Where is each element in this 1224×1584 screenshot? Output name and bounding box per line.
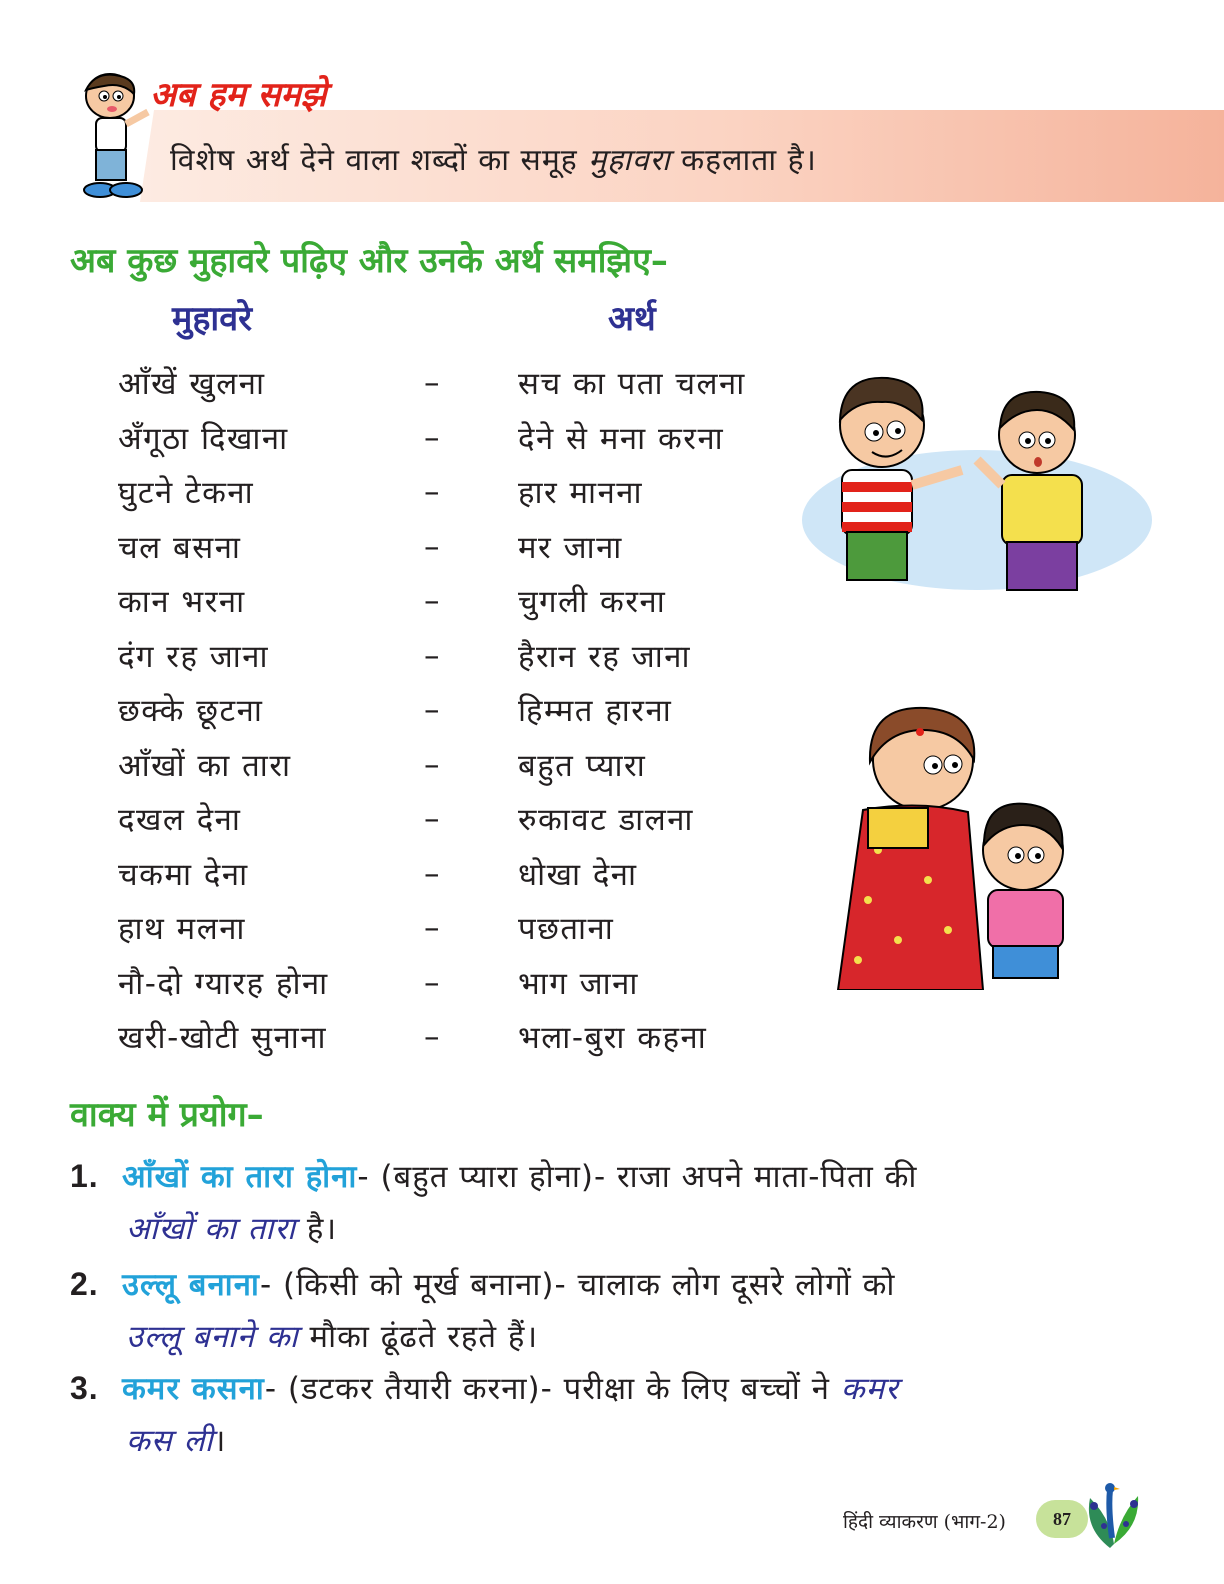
idiom-row (118, 411, 798, 466)
two-boys-illustration (802, 370, 1162, 610)
idiom-row (118, 847, 798, 902)
idiom-row (118, 356, 798, 411)
usage-text-end: है। (296, 1211, 338, 1247)
idiom-row (118, 792, 798, 847)
idiom-meaning: भला-बुरा कहना (518, 1020, 708, 1057)
usage-example-2 (70, 1258, 1160, 1363)
idiom-text: नौ-दो ग्यारह होना (118, 965, 329, 1002)
idiom-text: आँखों का तारा (118, 747, 292, 784)
usage-text: - (डटकर तैयारी करना)- परीक्षा के लिए बच्चों ने (264, 1371, 841, 1407)
usage-text-end: मौका ढूंढते रहते हैं। (298, 1319, 539, 1355)
definition-text (170, 138, 817, 179)
idiom-row (118, 465, 798, 520)
idiom-text: अँगूठा दिखाना (118, 420, 289, 457)
column-header-idiom: मुहावरे (172, 299, 253, 339)
usage-number: 2. (70, 1266, 99, 1302)
mother-and-child-illustration (808, 700, 1108, 990)
idiom-dash: – (424, 801, 441, 838)
idiom-list (118, 356, 798, 1065)
usage-idiom-in-sentence-start: कमर (840, 1371, 899, 1407)
idiom-dash: – (424, 365, 441, 402)
usage-idiom: उल्लू बनाना (122, 1267, 260, 1303)
definition-after: कहलाता है। (670, 143, 817, 178)
idiom-text: चकमा देना (118, 856, 249, 893)
idiom-text: घुटने टेकना (118, 475, 255, 512)
definition-before: विशेष अर्थ देने वाला शब्दों का समूह (170, 143, 589, 178)
idiom-meaning: चुगली करना (518, 584, 667, 621)
idiom-row (118, 956, 798, 1011)
idiom-meaning: हार मानना (518, 475, 644, 512)
section-title: अब हम समझे (150, 75, 327, 115)
idiom-dash: – (424, 474, 441, 511)
idiom-text: दंग रह जाना (118, 638, 270, 675)
usage-idiom: आँखों का तारा होना (122, 1159, 358, 1195)
book-title-footer: हिंदी व्याकरण (भाग-2) (843, 1511, 1006, 1533)
idiom-meaning: पछताना (518, 911, 615, 948)
usage-idiom: कमर कसना (122, 1371, 265, 1407)
idiom-dash: – (424, 910, 441, 947)
idiom-row (118, 683, 798, 738)
idiom-meaning: हैरान रह जाना (518, 638, 691, 675)
idiom-row (118, 574, 798, 629)
idioms-heading: अब कुछ मुहावरे पढ़िए और उनके अर्थ समझिए– (70, 241, 668, 281)
usage-idiom-in-sentence: आँखों का तारा (126, 1211, 297, 1247)
column-header-meaning: अर्थ (608, 299, 656, 339)
usage-text-end: । (213, 1423, 227, 1459)
idiom-meaning: देने से मना करना (518, 420, 725, 457)
page-number: 87 (1036, 1500, 1088, 1538)
idiom-meaning: रुकावट डालना (518, 802, 694, 839)
idiom-dash: – (424, 964, 441, 1001)
idiom-meaning: भाग जाना (518, 965, 639, 1002)
usage-text: - (किसी को मूर्ख बनाना)- चालाक लोग दूसरे लोगों को (259, 1267, 896, 1303)
idiom-dash: – (424, 419, 441, 456)
idiom-meaning: मर जाना (518, 529, 623, 566)
usage-number: 3. (70, 1370, 99, 1406)
idiom-dash: – (424, 746, 441, 783)
idiom-text: कान भरना (118, 584, 246, 621)
idiom-dash: – (424, 692, 441, 729)
idiom-meaning: बहुत प्यारा (518, 747, 647, 784)
idiom-row (118, 629, 798, 684)
idiom-text: आँखें खुलना (118, 366, 266, 403)
boy-mascot-illustration (76, 72, 158, 202)
idiom-meaning: हिम्मत हारना (518, 693, 673, 730)
idiom-text: छक्के छूटना (118, 693, 264, 730)
definition-emphasis: मुहावरा (588, 143, 671, 178)
idiom-text: हाथ मलना (118, 911, 246, 948)
idiom-text: दखल देना (118, 802, 242, 839)
usage-heading: वाक्य में प्रयोग– (70, 1095, 264, 1135)
idiom-text: चल बसना (118, 529, 242, 566)
idiom-text: खरी-खोटी सुनाना (118, 1020, 328, 1057)
idiom-dash: – (424, 528, 441, 565)
peacock-icon (1080, 1478, 1144, 1550)
idiom-row (118, 520, 798, 575)
idiom-row (118, 738, 798, 793)
usage-example-1 (70, 1150, 1160, 1255)
idiom-dash: – (424, 583, 441, 620)
idiom-dash: – (424, 855, 441, 892)
usage-text: - (बहुत प्यारा होना)- राजा अपने माता-पिता की (357, 1159, 918, 1195)
idiom-row (118, 901, 798, 956)
idiom-meaning: धोखा देना (518, 856, 638, 893)
idiom-meaning: सच का पता चलना (518, 366, 746, 403)
usage-idiom-in-sentence: कस ली (126, 1423, 214, 1459)
idiom-row (118, 1010, 798, 1065)
usage-number: 1. (70, 1158, 99, 1194)
usage-example-3 (70, 1362, 1160, 1467)
idiom-dash: – (424, 1019, 441, 1056)
usage-idiom-in-sentence: उल्लू बनाने का (126, 1319, 299, 1355)
idiom-dash: – (424, 637, 441, 674)
